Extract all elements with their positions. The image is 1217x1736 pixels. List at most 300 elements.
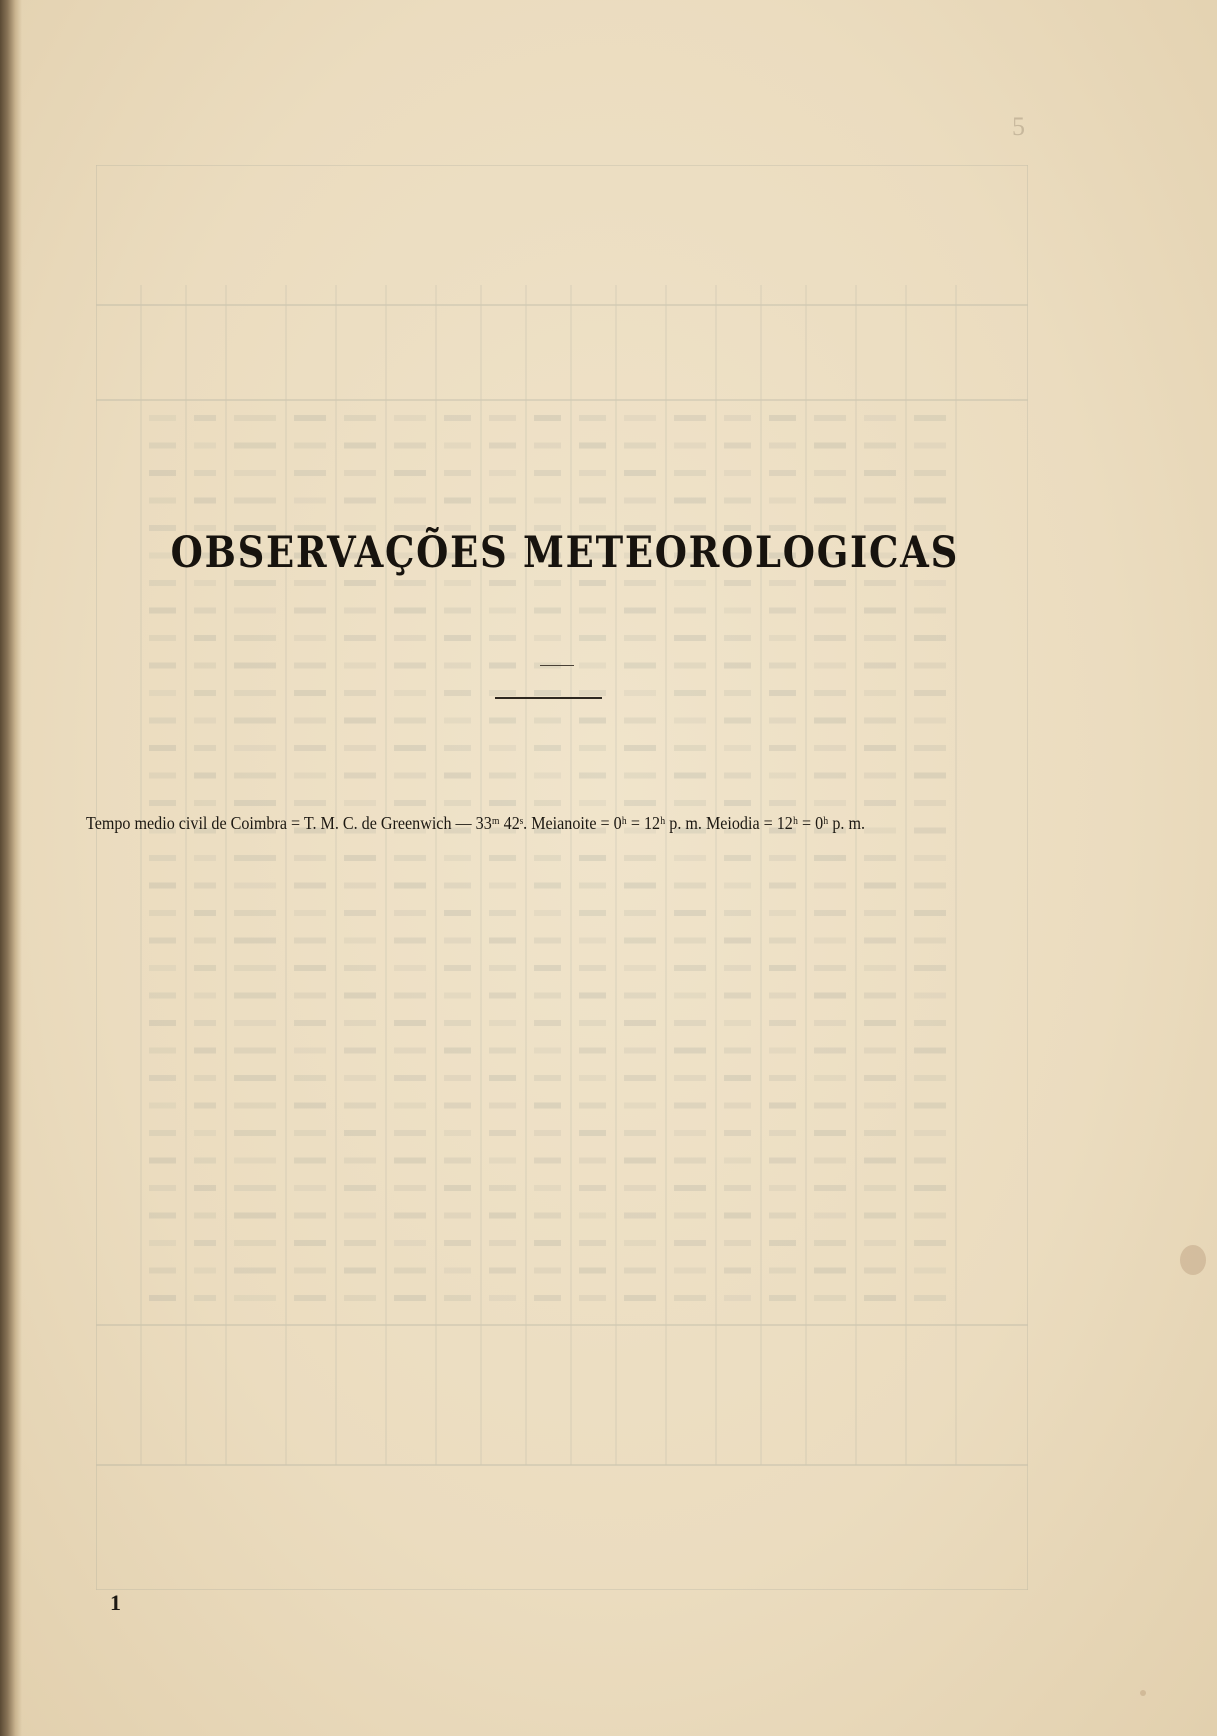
- bleed-through-value: [814, 1048, 846, 1054]
- bleed-through-value: [194, 608, 216, 614]
- bleed-through-value: [674, 855, 706, 861]
- bleed-through-value: [624, 1075, 656, 1081]
- bleed-through-value: [294, 415, 326, 421]
- bleed-through-value: [914, 883, 946, 889]
- bleed-through-value: [624, 443, 656, 449]
- bleed-through-value: [489, 965, 516, 971]
- bleed-through-value: [194, 1158, 216, 1164]
- bleed-through-value: [624, 498, 656, 504]
- bleed-through-value: [294, 1048, 326, 1054]
- bleed-through-value: [489, 663, 516, 669]
- bleed-through-value: [579, 1295, 606, 1301]
- bleed-through-value: [624, 1158, 656, 1164]
- bleed-through-value: [864, 938, 896, 944]
- bleed-through-value: [769, 1048, 796, 1054]
- bleed-through-value: [489, 608, 516, 614]
- bleed-through-value: [294, 993, 326, 999]
- bleed-through-value: [234, 415, 276, 421]
- main-title: OBSERVAÇÕES METEOROLOGICAS: [170, 528, 960, 578]
- bleed-through-value: [294, 965, 326, 971]
- bleed-through-value: [769, 1185, 796, 1191]
- bleed-through-value: [724, 690, 751, 696]
- bleed-through-value: [579, 1158, 606, 1164]
- bleed-through-value: [344, 608, 376, 614]
- bleed-through-value: [769, 635, 796, 641]
- bleed-through-value: [294, 1075, 326, 1081]
- bleed-through-value: [489, 690, 516, 696]
- bleed-through-value: [194, 1185, 216, 1191]
- bleed-through-value: [864, 965, 896, 971]
- bleed-through-value: [914, 1103, 946, 1109]
- bleed-through-value: [769, 1103, 796, 1109]
- bleed-through-value: [674, 690, 706, 696]
- bleed-through-value: [624, 470, 656, 476]
- bleed-through-value: [579, 443, 606, 449]
- bleed-through-value: [624, 1213, 656, 1219]
- bleed-through-value: [394, 635, 426, 641]
- bleed-through-value: [864, 1213, 896, 1219]
- bleed-through-value: [769, 1020, 796, 1026]
- bleed-through-value: [864, 1075, 896, 1081]
- bleed-through-value: [489, 745, 516, 751]
- bleed-through-value: [534, 883, 561, 889]
- bleed-through-value: [864, 910, 896, 916]
- bleed-through-value: [444, 938, 471, 944]
- bleed-through-value: [489, 1048, 516, 1054]
- bleed-through-value: [674, 745, 706, 751]
- bleed-through-value: [344, 498, 376, 504]
- page-number: 5: [1012, 112, 1025, 141]
- bleed-through-value: [864, 745, 896, 751]
- bleed-through-value: [234, 1240, 276, 1246]
- bleed-through-value: [294, 498, 326, 504]
- bleed-through-value: [194, 690, 216, 696]
- bleed-through-value: [489, 938, 516, 944]
- bleed-through-value: [534, 608, 561, 614]
- bleed-through-value: [624, 1240, 656, 1246]
- bleed-through-value: [489, 443, 516, 449]
- bleed-through-value: [234, 773, 276, 779]
- bleed-through-value: [149, 443, 176, 449]
- bleed-through-value: [489, 580, 516, 586]
- bleed-through-value: [344, 718, 376, 724]
- bleed-through-value: [724, 608, 751, 614]
- bleed-through-value: [864, 1240, 896, 1246]
- bleed-through-value: [814, 690, 846, 696]
- bleed-through-value: [294, 800, 326, 806]
- bleed-through-value: [444, 580, 471, 586]
- bleed-through-value: [344, 1185, 376, 1191]
- bleed-through-value: [489, 1103, 516, 1109]
- bleed-through-value: [294, 938, 326, 944]
- bleed-through-value: [489, 1075, 516, 1081]
- bleed-through-value: [394, 498, 426, 504]
- bleed-through-value: [149, 1268, 176, 1274]
- bleed-through-value: [534, 1130, 561, 1136]
- bleed-through-value: [394, 800, 426, 806]
- bleed-through-value: [394, 580, 426, 586]
- bleed-through-value: [769, 498, 796, 504]
- bleed-through-value: [769, 1213, 796, 1219]
- bleed-through-value: [149, 1130, 176, 1136]
- bleed-through-value: [579, 1130, 606, 1136]
- bleed-through-value: [624, 580, 656, 586]
- bleed-through-value: [444, 745, 471, 751]
- bleed-through-value: [579, 690, 606, 696]
- bleed-through-value: [624, 1103, 656, 1109]
- bleed-through-value: [914, 1268, 946, 1274]
- bleed-through-value: [724, 580, 751, 586]
- bleed-through-value: [674, 718, 706, 724]
- bleed-through-value: [194, 1295, 216, 1301]
- bleed-through-value: [914, 855, 946, 861]
- bleed-through-value: [674, 1295, 706, 1301]
- bleed-through-value: [394, 1158, 426, 1164]
- bleed-through-value: [234, 1158, 276, 1164]
- bleed-through-value: [769, 1158, 796, 1164]
- bleed-through-value: [674, 1240, 706, 1246]
- bleed-through-value: [724, 745, 751, 751]
- bleed-through-value: [914, 1075, 946, 1081]
- bleed-through-value: [769, 1240, 796, 1246]
- bleed-through-value: [344, 773, 376, 779]
- bleed-through-value: [769, 443, 796, 449]
- bleed-through-value: [864, 690, 896, 696]
- bleed-through-value: [294, 1158, 326, 1164]
- bleed-through-value: [444, 910, 471, 916]
- bleed-through-value: [489, 883, 516, 889]
- bleed-through-value: [234, 1075, 276, 1081]
- bleed-through-value: [194, 470, 216, 476]
- bleed-through-value: [814, 993, 846, 999]
- bleed-through-value: [444, 1158, 471, 1164]
- bleed-through-value: [489, 470, 516, 476]
- bleed-through-value: [914, 993, 946, 999]
- bleed-through-value: [534, 1185, 561, 1191]
- bleed-through-value: [724, 993, 751, 999]
- bleed-through-value: [914, 745, 946, 751]
- bleed-through-value: [769, 993, 796, 999]
- bleed-through-value: [444, 1075, 471, 1081]
- bleed-through-value: [194, 910, 216, 916]
- bleed-through-value: [724, 498, 751, 504]
- bleed-through-value: [534, 580, 561, 586]
- bleed-through-value: [194, 1075, 216, 1081]
- bleed-through-value: [294, 635, 326, 641]
- bleed-through-value: [444, 800, 471, 806]
- bleed-through-value: [769, 470, 796, 476]
- bleed-through-value: [814, 1020, 846, 1026]
- bleed-through-grid: [96, 165, 1028, 1590]
- bleed-through-value: [344, 800, 376, 806]
- bleed-through-value: [194, 938, 216, 944]
- bleed-through-value: [149, 745, 176, 751]
- bleed-through-value: [814, 415, 846, 421]
- bleed-through-value: [194, 1020, 216, 1026]
- bleed-through-value: [624, 965, 656, 971]
- bleed-through-value: [534, 415, 561, 421]
- bleed-through-value: [624, 910, 656, 916]
- bleed-through-value: [534, 443, 561, 449]
- bleed-through-value: [914, 580, 946, 586]
- bleed-through-value: [194, 1213, 216, 1219]
- bleed-through-value: [914, 608, 946, 614]
- bleed-through-value: [149, 718, 176, 724]
- bleed-through-value: [149, 1158, 176, 1164]
- bleed-through-value: [814, 608, 846, 614]
- bleed-through-value: [489, 415, 516, 421]
- bleed-through-value: [394, 470, 426, 476]
- bleed-through-value: [674, 443, 706, 449]
- bleed-through-value: [234, 1020, 276, 1026]
- bleed-through-value: [444, 608, 471, 614]
- bleed-through-value: [534, 718, 561, 724]
- bleed-through-value: [724, 718, 751, 724]
- bleed-through-value: [864, 1185, 896, 1191]
- bleed-through-value: [914, 443, 946, 449]
- bleed-through-value: [149, 1020, 176, 1026]
- bleed-through-value: [724, 855, 751, 861]
- bleed-through-value: [234, 1268, 276, 1274]
- bleed-through-value: [769, 415, 796, 421]
- bleed-through-value: [394, 1185, 426, 1191]
- bleed-through-value: [149, 635, 176, 641]
- bleed-through-value: [489, 498, 516, 504]
- bleed-through-value: [234, 993, 276, 999]
- bleed-through-value: [724, 800, 751, 806]
- bleed-through-value: [149, 883, 176, 889]
- bleed-through-value: [489, 1020, 516, 1026]
- bleed-through-value: [149, 470, 176, 476]
- bleed-through-value: [394, 608, 426, 614]
- bleed-through-value: [814, 1295, 846, 1301]
- bleed-through-value: [294, 773, 326, 779]
- bleed-through-value: [444, 443, 471, 449]
- bleed-through-value: [914, 773, 946, 779]
- bleed-through-value: [724, 910, 751, 916]
- bleed-through-value: [394, 883, 426, 889]
- bleed-through-value: [344, 1075, 376, 1081]
- bleed-through-value: [149, 965, 176, 971]
- binding-edge: [0, 0, 22, 1736]
- paper-stain: [1140, 1690, 1146, 1696]
- bleed-through-value: [724, 663, 751, 669]
- bleed-through-value: [149, 993, 176, 999]
- bleed-through-value: [674, 580, 706, 586]
- bleed-through-value: [194, 635, 216, 641]
- bleed-through-value: [194, 580, 216, 586]
- bleed-through-value: [914, 1020, 946, 1026]
- bleed-through-value: [724, 938, 751, 944]
- bleed-through-value: [489, 1240, 516, 1246]
- bleed-through-value: [724, 443, 751, 449]
- bleed-through-value: [724, 1240, 751, 1246]
- bleed-through-value: [624, 855, 656, 861]
- bleed-through-value: [444, 635, 471, 641]
- bleed-through-value: [864, 470, 896, 476]
- bleed-through-value: [444, 1130, 471, 1136]
- bleed-through-value: [769, 883, 796, 889]
- bleed-through-value: [624, 1020, 656, 1026]
- bleed-through-value: [579, 745, 606, 751]
- bleed-through-value: [394, 1240, 426, 1246]
- bleed-through-value: [394, 1130, 426, 1136]
- bleed-through-value: [444, 1185, 471, 1191]
- bleed-through-value: [294, 745, 326, 751]
- bleed-through-value: [769, 800, 796, 806]
- bleed-through-value: [489, 1213, 516, 1219]
- bleed-through-value: [149, 1075, 176, 1081]
- bleed-through-value: [194, 773, 216, 779]
- bleed-through-value: [444, 965, 471, 971]
- bleed-through-value: [444, 1240, 471, 1246]
- bleed-through-value: [194, 663, 216, 669]
- bleed-through-value: [624, 663, 656, 669]
- bleed-through-value: [234, 1213, 276, 1219]
- bleed-through-value: [624, 1130, 656, 1136]
- bleed-through-value: [394, 1048, 426, 1054]
- bleed-through-value: [234, 1295, 276, 1301]
- time-note: Tempo medio civil de Coimbra = T. M. C. de Greenwich — 33ᵐ 42ˢ. Meianoite = 0ʰ = 12ʰ p. m. Meiodia = 12ʰ = 0ʰ p. m.: [86, 813, 866, 833]
- bleed-through-value: [864, 663, 896, 669]
- bleed-through-value: [234, 745, 276, 751]
- bleed-through-value: [724, 773, 751, 779]
- bleed-through-value: [579, 1240, 606, 1246]
- bleed-through-value: [444, 1103, 471, 1109]
- bleed-through-value: [724, 415, 751, 421]
- bleed-through-value: [444, 498, 471, 504]
- bleed-through-value: [444, 1295, 471, 1301]
- bleed-through-value: [394, 773, 426, 779]
- bleed-through-value: [814, 1130, 846, 1136]
- bleed-through-value: [234, 910, 276, 916]
- bleed-through-value: [534, 635, 561, 641]
- bleed-through-value: [344, 635, 376, 641]
- bleed-through-value: [489, 855, 516, 861]
- bleed-through-value: [579, 498, 606, 504]
- bleed-through-value: [864, 883, 896, 889]
- bleed-through-value: [194, 718, 216, 724]
- bleed-through-value: [194, 443, 216, 449]
- bleed-through-value: [769, 938, 796, 944]
- bleed-through-value: [579, 1048, 606, 1054]
- bleed-through-value: [344, 1103, 376, 1109]
- bleed-through-value: [579, 415, 606, 421]
- bleed-through-value: [769, 773, 796, 779]
- bleed-through-value: [534, 965, 561, 971]
- bleed-through-value: [534, 1213, 561, 1219]
- bleed-through-value: [149, 1103, 176, 1109]
- bleed-through-value: [344, 965, 376, 971]
- bleed-through-value: [914, 1048, 946, 1054]
- bleed-through-value: [769, 745, 796, 751]
- bleed-through-value: [814, 1268, 846, 1274]
- bleed-through-value: [864, 1130, 896, 1136]
- bleed-through-value: [914, 1240, 946, 1246]
- bleed-through-value: [194, 855, 216, 861]
- bleed-through-value: [444, 883, 471, 889]
- bleed-through-value: [579, 718, 606, 724]
- bleed-through-value: [394, 855, 426, 861]
- bleed-through-value: [624, 883, 656, 889]
- bleed-through-value: [914, 1130, 946, 1136]
- bleed-through-value: [864, 1103, 896, 1109]
- bleed-through-value: [194, 1048, 216, 1054]
- bleed-through-value: [344, 415, 376, 421]
- bleed-through-value: [294, 470, 326, 476]
- bleed-through-value: [489, 800, 516, 806]
- bleed-through-value: [294, 443, 326, 449]
- bleed-through-value: [149, 498, 176, 504]
- bleed-through-value: [534, 498, 561, 504]
- bleed-through-value: [624, 635, 656, 641]
- bleed-through-value: [444, 1213, 471, 1219]
- bleed-through-value: [444, 718, 471, 724]
- bleed-through-value: [394, 910, 426, 916]
- bleed-through-value: [234, 498, 276, 504]
- bleed-through-value: [624, 938, 656, 944]
- bleed-through-value: [534, 910, 561, 916]
- bleed-through-value: [344, 855, 376, 861]
- bleed-through-value: [579, 470, 606, 476]
- bleed-through-value: [674, 470, 706, 476]
- bleed-through-value: [769, 663, 796, 669]
- bleed-through-value: [344, 883, 376, 889]
- bleed-through-value: [194, 1240, 216, 1246]
- bleed-through-value: [769, 690, 796, 696]
- bleed-through-value: [234, 635, 276, 641]
- bleed-through-value: [394, 415, 426, 421]
- bleed-through-value: [149, 690, 176, 696]
- title-rule-long: [495, 697, 602, 699]
- bleed-through-value: [914, 663, 946, 669]
- bleed-through-value: [534, 1075, 561, 1081]
- bleed-through-value: [234, 663, 276, 669]
- bleed-through-value: [724, 1268, 751, 1274]
- bleed-through-value: [814, 910, 846, 916]
- bleed-through-value: [394, 745, 426, 751]
- bleed-through-value: [234, 883, 276, 889]
- bleed-through-value: [769, 608, 796, 614]
- bleed-through-value: [344, 993, 376, 999]
- paper-stain: [1180, 1245, 1206, 1275]
- bleed-through-value: [234, 1103, 276, 1109]
- bleed-through-value: [344, 690, 376, 696]
- bleed-through-value: [489, 1158, 516, 1164]
- bleed-through-value: [344, 663, 376, 669]
- bleed-through-value: [914, 1295, 946, 1301]
- bleed-through-value: [814, 938, 846, 944]
- bleed-through-value: [444, 773, 471, 779]
- bleed-through-value: [149, 800, 176, 806]
- bleed-through-value: [294, 718, 326, 724]
- bleed-through-value: [234, 470, 276, 476]
- bleed-through-value: [624, 1185, 656, 1191]
- bleed-through-value: [344, 1048, 376, 1054]
- bleed-through-value: [914, 470, 946, 476]
- bleed-through-value: [534, 800, 561, 806]
- bleed-through-value: [579, 1103, 606, 1109]
- bleed-through-value: [674, 1158, 706, 1164]
- bleed-through-value: [769, 580, 796, 586]
- bleed-through-value: [394, 1075, 426, 1081]
- bleed-through-value: [444, 663, 471, 669]
- bleed-through-value: [579, 773, 606, 779]
- bleed-through-value: [444, 470, 471, 476]
- bleed-through-value: [814, 883, 846, 889]
- bleed-through-value: [294, 580, 326, 586]
- bleed-through-value: [444, 1048, 471, 1054]
